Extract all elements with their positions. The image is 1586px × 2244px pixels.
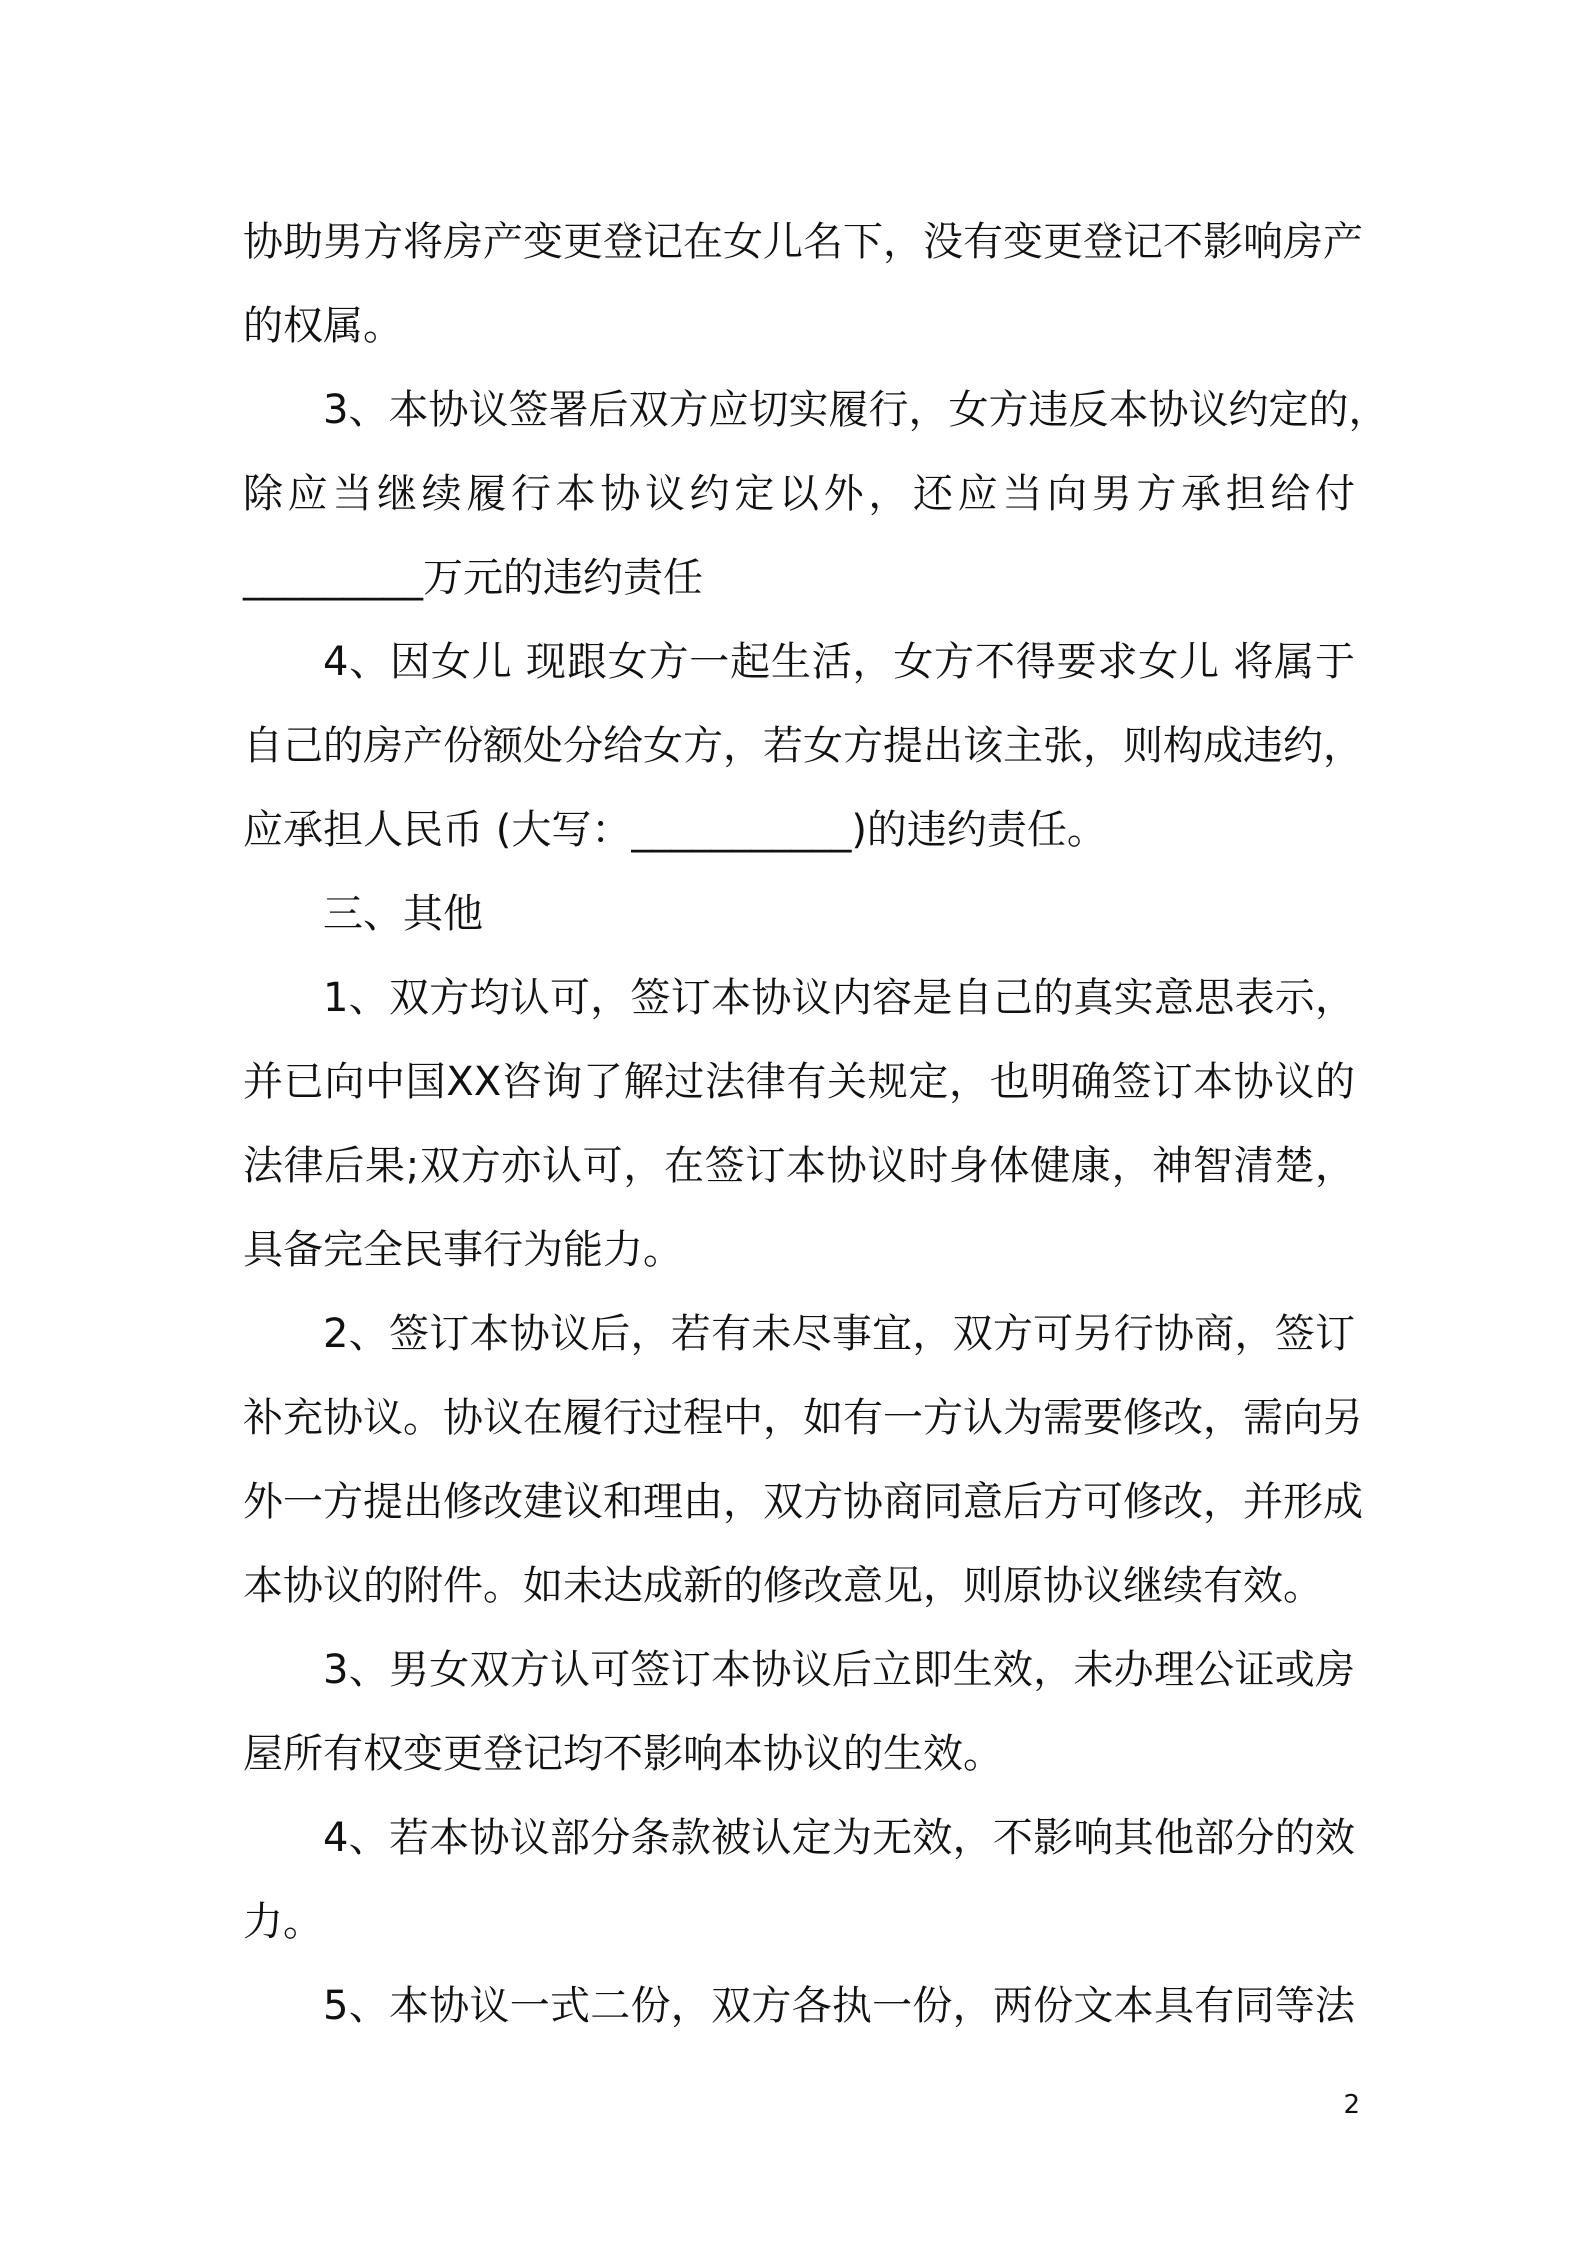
body-text xyxy=(243,200,1389,2048)
section-heading: 三、其他 xyxy=(323,891,483,937)
text-line: 外一方提出修改建议和理由，双方协商同意后方可修改，并形成 xyxy=(243,1479,1363,1525)
text-line: 1、双方均认可，签订本协议内容是自己的真实意思表示， xyxy=(323,975,1355,1021)
text-line: 屋所有权变更登记均不影响本协议的生效。 xyxy=(243,1731,1003,1777)
text-line: 本协议的附件。如未达成新的修改意见，则原协议继续有效。 xyxy=(243,1563,1323,1609)
text-line: 4、因女儿 现跟女方一起生活，女方不得要求女儿 将属于 xyxy=(323,639,1355,685)
text-line: 除应当继续履行本协议约定以外，还应当向男方承担给付 xyxy=(243,471,1355,517)
text-line: 的权属。 xyxy=(243,303,403,349)
text-line: 法律后果;双方亦认可，在签订本协议时身体健康，神智清楚， xyxy=(243,1143,1355,1189)
text-line: 4、若本协议部分条款被认定为无效，不影响其他部分的效 xyxy=(323,1815,1355,1861)
text-line: 应承担人民币 (大写：___________)的违约责任。 xyxy=(243,807,1107,853)
text-line: 3、本协议签署后双方应切实履行，女方违反本协议约定的， xyxy=(323,387,1389,433)
text-line: 5、本协议一式二份，双方各执一份，两份文本具有同等法 xyxy=(323,1983,1355,2029)
text-line: 3、男女双方认可签订本协议后立即生效，未办理公证或房 xyxy=(323,1647,1355,1693)
text-line: 补充协议。协议在履行过程中，如有一方认为需要修改，需向另 xyxy=(243,1395,1363,1441)
text-line: 具备完全民事行为能力。 xyxy=(243,1227,683,1273)
text-line: 2、签订本协议后，若有未尽事宜，双方可另行协商，签订 xyxy=(323,1311,1355,1357)
text-line: _________万元的违约责任 xyxy=(243,555,703,601)
text-line: 协助男方将房产变更登记在女儿名下，没有变更登记不影响房产 xyxy=(243,219,1363,265)
page-number: 2 xyxy=(1343,2090,1360,2120)
text-line: 力。 xyxy=(243,1899,323,1945)
text-line: 并已向中国XX咨询了解过法律有关规定，也明确签订本协议的 xyxy=(243,1059,1355,1105)
text-line: 自己的房产份额处分给女方，若女方提出该主张，则构成违约， xyxy=(243,723,1363,769)
